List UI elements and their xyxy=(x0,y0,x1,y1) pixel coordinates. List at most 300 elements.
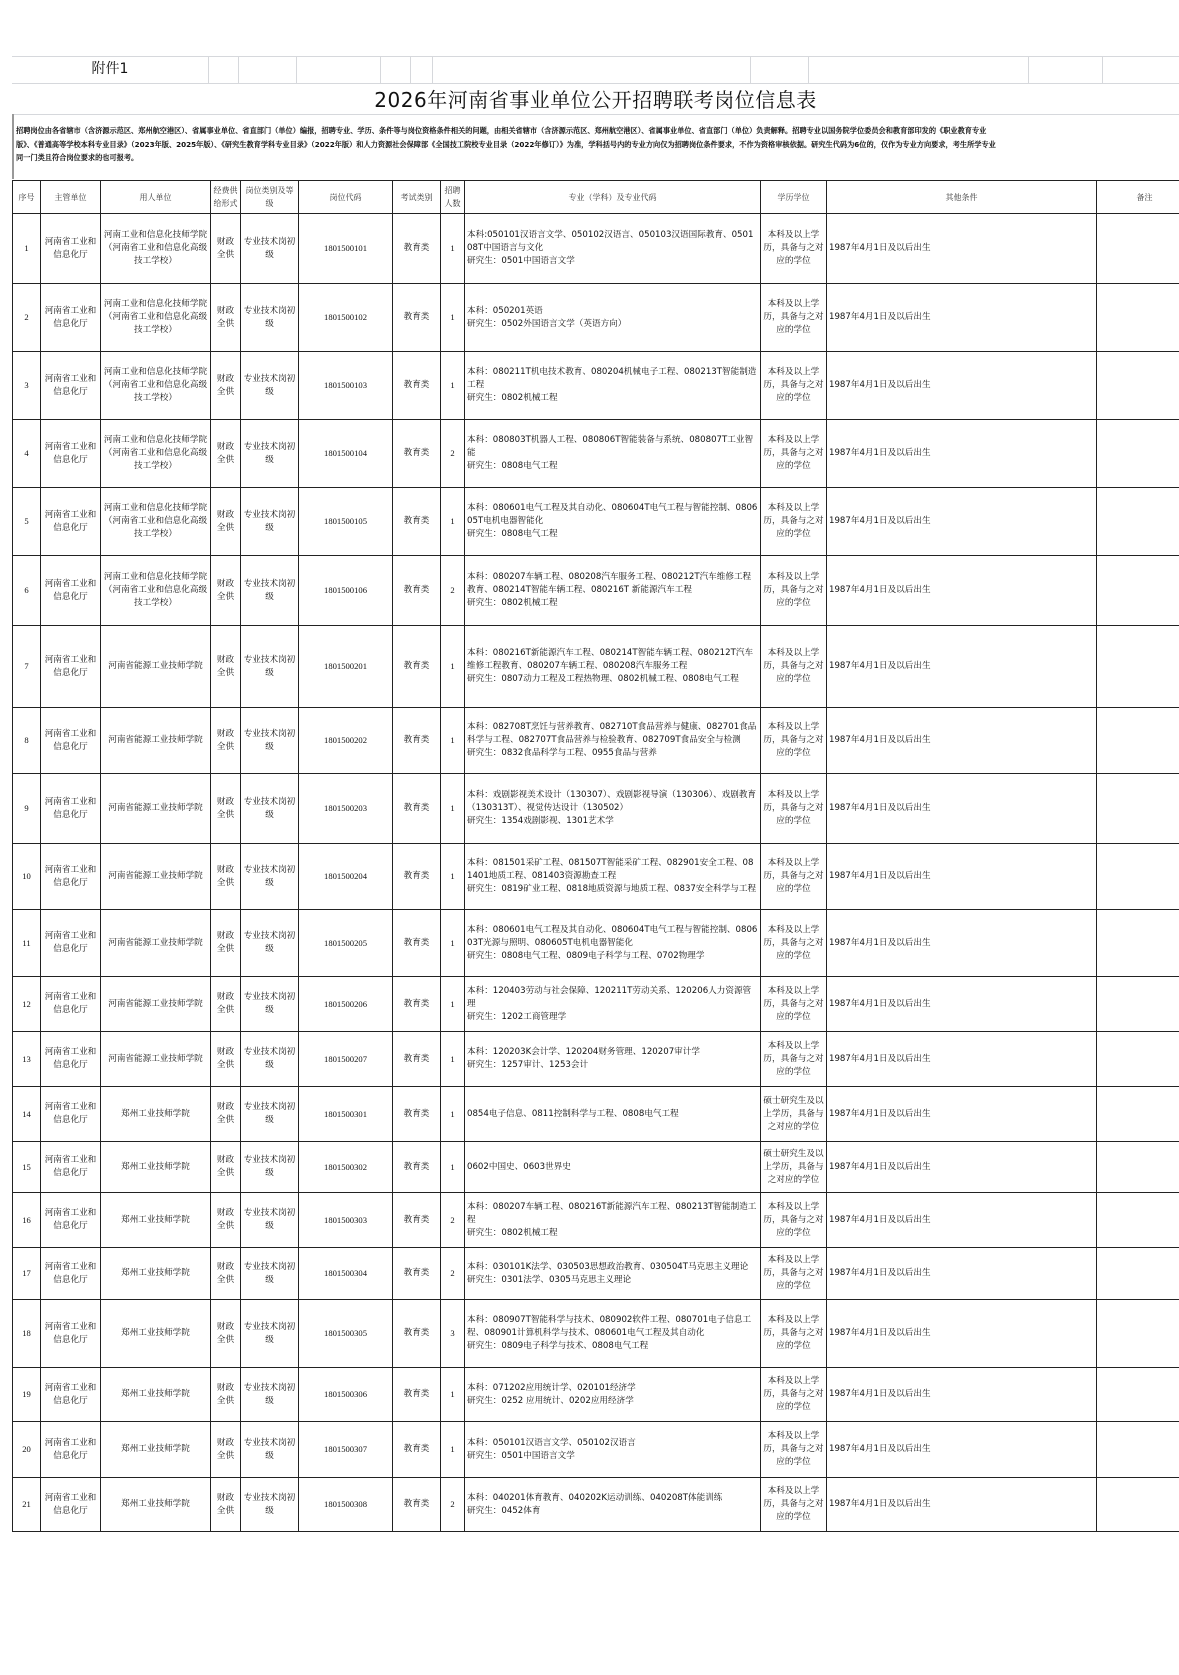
row-remark xyxy=(1097,774,1179,844)
row-seq: 1 xyxy=(13,214,41,284)
row-major xyxy=(465,1032,761,1087)
major-line: 研究生：0809电子科学与技术、0808电气工程 xyxy=(467,1341,649,1351)
row-major xyxy=(465,1142,761,1193)
row-education: 硕士研究生及以上学历，具备与之对应的学位 xyxy=(761,1142,827,1193)
row-post-type: 专业技术岗初级 xyxy=(241,1478,299,1532)
row-remark xyxy=(1097,352,1179,420)
row-seq: 3 xyxy=(13,352,41,420)
notice-line: 招聘岗位由各省辖市（含济源示范区、郑州航空港区）、省属事业单位、省直部门（单位）编报，招聘专业、学历、条件等与岗位资格条件相关的问题，由相关省辖市（含济源示范区、郑州航空港区）、省属事业单位、省直部门（单位）负责解释。招聘专业以国务院学位委员会和教育部印发的《职业教育专业 xyxy=(16,126,987,135)
row-dept: 河南省工业和信息化厅 xyxy=(41,488,101,556)
row-major xyxy=(465,420,761,488)
row-education: 本科及以上学历，具备与之对应的学位 xyxy=(761,556,827,626)
row-post-type: 专业技术岗初级 xyxy=(241,1368,299,1422)
major-line: 本科：戏剧影视美术设计（130307）、戏剧影视导演（130306）、戏剧教育（130313T）、视觉传达设计（130502） xyxy=(467,790,757,813)
row-seq: 12 xyxy=(13,977,41,1032)
col-dept: 主管单位 xyxy=(41,181,101,214)
row-exam-type: 教育类 xyxy=(393,844,441,910)
row-post-code: 1801500106 xyxy=(299,556,393,626)
row-post-type: 专业技术岗初级 xyxy=(241,844,299,910)
major-line: 本科：050201英语 xyxy=(467,305,543,316)
row-remark xyxy=(1097,1248,1179,1300)
row-employer: 河南省能源工业技师学院 xyxy=(101,844,211,910)
table-row xyxy=(13,556,1179,626)
row-dept: 河南省工业和信息化厅 xyxy=(41,708,101,774)
row-employer: 河南省能源工业技师学院 xyxy=(101,910,211,977)
row-major xyxy=(465,1422,761,1478)
row-headcount: 2 xyxy=(441,1248,465,1300)
row-headcount: 2 xyxy=(441,420,465,488)
table-row xyxy=(13,420,1179,488)
row-dept: 河南省工业和信息化厅 xyxy=(41,1142,101,1193)
row-post-type: 专业技术岗初级 xyxy=(241,214,299,284)
major-line: 本科：050101汉语言文学、050102汉语言 xyxy=(467,1437,636,1448)
row-exam-type: 教育类 xyxy=(393,214,441,284)
row-other: 1987年4月1日及以后出生 xyxy=(827,977,1097,1032)
row-headcount: 1 xyxy=(441,910,465,977)
major-line: 研究生：0802机械工程 xyxy=(467,1227,558,1238)
row-remark xyxy=(1097,284,1179,352)
row-education: 本科及以上学历，具备与之对应的学位 xyxy=(761,352,827,420)
row-dept: 河南省工业和信息化厅 xyxy=(41,1248,101,1300)
row-education: 本科及以上学历，具备与之对应的学位 xyxy=(761,708,827,774)
row-remark xyxy=(1097,1087,1179,1142)
row-exam-type: 教育类 xyxy=(393,1032,441,1087)
row-post-code: 1801500304 xyxy=(299,1248,393,1300)
table-row xyxy=(13,1087,1179,1142)
row-exam-type: 教育类 xyxy=(393,1142,441,1193)
row-post-type: 专业技术岗初级 xyxy=(241,1032,299,1087)
major-line: 本科：080803T机器人工程、080806T智能装备与系统、080807T工业智能 xyxy=(467,435,754,458)
row-post-type: 专业技术岗初级 xyxy=(241,626,299,708)
row-dept: 河南省工业和信息化厅 xyxy=(41,284,101,352)
row-headcount: 1 xyxy=(441,284,465,352)
row-post-type: 专业技术岗初级 xyxy=(241,284,299,352)
row-post-type: 专业技术岗初级 xyxy=(241,1193,299,1248)
col-employer: 用人单位 xyxy=(101,181,211,214)
row-headcount: 1 xyxy=(441,1422,465,1478)
major-line: 本科：082708T烹饪与营养教育、082710T食品营养与健康、082701食品科学与工程、082707T食品营养与检验教育、082709T食品安全与检测 xyxy=(467,722,757,745)
row-post-code: 1801500207 xyxy=(299,1032,393,1087)
col-funding: 经费供给形式 xyxy=(211,181,241,214)
row-major xyxy=(465,1087,761,1142)
row-remark xyxy=(1097,1422,1179,1478)
row-remark xyxy=(1097,214,1179,284)
table-row xyxy=(13,774,1179,844)
row-funding: 财政全供 xyxy=(211,284,241,352)
row-post-code: 1801500105 xyxy=(299,488,393,556)
row-major xyxy=(465,1368,761,1422)
row-post-code: 1801500205 xyxy=(299,910,393,977)
row-major xyxy=(465,626,761,708)
table-row xyxy=(13,708,1179,774)
col-post-code: 岗位代码 xyxy=(299,181,393,214)
row-remark xyxy=(1097,556,1179,626)
row-major xyxy=(465,556,761,626)
major-line: 研究生：0808电气工程、0809电子科学与工程、0702物理学 xyxy=(467,950,705,961)
row-remark xyxy=(1097,488,1179,556)
row-other: 1987年4月1日及以后出生 xyxy=(827,488,1097,556)
row-other: 1987年4月1日及以后出生 xyxy=(827,1300,1097,1368)
row-employer: 郑州工业技师学院 xyxy=(101,1193,211,1248)
row-remark xyxy=(1097,420,1179,488)
col-remark: 备注 xyxy=(1097,181,1179,214)
row-major xyxy=(465,1478,761,1532)
major-line: 研究生：0301法学、0305马克思主义理论 xyxy=(467,1274,632,1285)
row-exam-type: 教育类 xyxy=(393,977,441,1032)
row-funding: 财政全供 xyxy=(211,1248,241,1300)
row-education: 本科及以上学历，具备与之对应的学位 xyxy=(761,488,827,556)
table-row xyxy=(13,284,1179,352)
row-funding: 财政全供 xyxy=(211,844,241,910)
row-employer: 河南省能源工业技师学院 xyxy=(101,626,211,708)
row-dept: 河南省工业和信息化厅 xyxy=(41,352,101,420)
major-line: 本科：030101K法学、030503思想政治教育、030504T马克思主义理论 xyxy=(467,1261,749,1272)
row-major xyxy=(465,774,761,844)
row-post-code: 1801500308 xyxy=(299,1478,393,1532)
table-row xyxy=(13,910,1179,977)
major-line: 本科：120203K会计学、120204财务管理、120207审计学 xyxy=(467,1047,700,1057)
row-funding: 财政全供 xyxy=(211,1087,241,1142)
row-dept: 河南省工业和信息化厅 xyxy=(41,1368,101,1422)
row-employer: 河南工业和信息化技师学院（河南省工业和信息化高级技工学校） xyxy=(101,214,211,284)
notice-text xyxy=(12,114,1179,179)
row-seq: 15 xyxy=(13,1142,41,1193)
row-post-type: 专业技术岗初级 xyxy=(241,352,299,420)
row-post-code: 1801500204 xyxy=(299,844,393,910)
major-line: 本科：080207车辆工程、080216T新能源汽车工程、080213T智能制造工程 xyxy=(467,1201,757,1225)
major-line: 本科：080211T机电技术教育、080204机械电子工程、080213T智能制造工程 xyxy=(467,367,757,390)
row-major xyxy=(465,352,761,420)
row-exam-type: 教育类 xyxy=(393,420,441,488)
row-education: 本科及以上学历，具备与之对应的学位 xyxy=(761,1300,827,1368)
row-post-code: 1801500302 xyxy=(299,1142,393,1193)
row-dept: 河南省工业和信息化厅 xyxy=(41,214,101,284)
row-exam-type: 教育类 xyxy=(393,1193,441,1248)
table-row xyxy=(13,844,1179,910)
row-headcount: 1 xyxy=(441,214,465,284)
row-post-type: 专业技术岗初级 xyxy=(241,1248,299,1300)
row-post-type: 专业技术岗初级 xyxy=(241,420,299,488)
row-headcount: 1 xyxy=(441,977,465,1032)
row-exam-type: 教育类 xyxy=(393,556,441,626)
row-dept: 河南省工业和信息化厅 xyxy=(41,1422,101,1478)
row-exam-type: 教育类 xyxy=(393,708,441,774)
row-employer: 郑州工业技师学院 xyxy=(101,1142,211,1193)
row-education: 本科及以上学历，具备与之对应的学位 xyxy=(761,1422,827,1478)
row-employer: 郑州工业技师学院 xyxy=(101,1368,211,1422)
row-seq: 10 xyxy=(13,844,41,910)
row-post-code: 1801500201 xyxy=(299,626,393,708)
row-funding: 财政全供 xyxy=(211,708,241,774)
row-education: 本科及以上学历，具备与之对应的学位 xyxy=(761,774,827,844)
row-education: 本科及以上学历，具备与之对应的学位 xyxy=(761,1478,827,1532)
row-post-code: 1801500301 xyxy=(299,1087,393,1142)
row-other: 1987年4月1日及以后出生 xyxy=(827,626,1097,708)
row-funding: 财政全供 xyxy=(211,1142,241,1193)
attachment-label: 附件1 xyxy=(91,61,129,77)
row-dept: 河南省工业和信息化厅 xyxy=(41,844,101,910)
major-line: 本科：120403劳动与社会保障、120211T劳动关系、120206人力资源管理 xyxy=(467,985,752,1009)
table-row xyxy=(13,626,1179,708)
row-headcount: 1 xyxy=(441,1142,465,1193)
row-education: 本科及以上学历，具备与之对应的学位 xyxy=(761,1368,827,1422)
row-exam-type: 教育类 xyxy=(393,774,441,844)
row-other: 1987年4月1日及以后出生 xyxy=(827,1193,1097,1248)
row-other: 1987年4月1日及以后出生 xyxy=(827,910,1097,977)
row-remark xyxy=(1097,844,1179,910)
row-employer: 河南省能源工业技师学院 xyxy=(101,708,211,774)
row-funding: 财政全供 xyxy=(211,1478,241,1532)
row-employer: 河南工业和信息化技师学院（河南省工业和信息化高级技工学校） xyxy=(101,556,211,626)
row-post-type: 专业技术岗初级 xyxy=(241,708,299,774)
table-row xyxy=(13,214,1179,284)
row-headcount: 1 xyxy=(441,352,465,420)
row-exam-type: 教育类 xyxy=(393,1248,441,1300)
row-exam-type: 教育类 xyxy=(393,284,441,352)
row-headcount: 3 xyxy=(441,1300,465,1368)
row-remark xyxy=(1097,1368,1179,1422)
notice-line: 同一门类且符合岗位要求的也可报考。 xyxy=(16,153,139,162)
table-row xyxy=(13,1032,1179,1087)
major-line: 本科：081501采矿工程、081507T智能采矿工程、082901安全工程、081401地质工程、081403资源勘查工程 xyxy=(467,858,754,881)
row-post-type: 专业技术岗初级 xyxy=(241,1087,299,1142)
row-headcount: 1 xyxy=(441,1368,465,1422)
row-major xyxy=(465,1300,761,1368)
row-other: 1987年4月1日及以后出生 xyxy=(827,352,1097,420)
row-post-code: 1801500303 xyxy=(299,1193,393,1248)
row-seq: 16 xyxy=(13,1193,41,1248)
row-dept: 河南省工业和信息化厅 xyxy=(41,1087,101,1142)
row-post-type: 专业技术岗初级 xyxy=(241,774,299,844)
row-funding: 财政全供 xyxy=(211,1032,241,1087)
row-employer: 郑州工业技师学院 xyxy=(101,1422,211,1478)
major-line: 研究生：0802机械工程 xyxy=(467,598,558,608)
row-seq: 2 xyxy=(13,284,41,352)
row-seq: 5 xyxy=(13,488,41,556)
row-seq: 17 xyxy=(13,1248,41,1300)
row-seq: 6 xyxy=(13,556,41,626)
table-row xyxy=(13,1248,1179,1300)
row-other: 1987年4月1日及以后出生 xyxy=(827,774,1097,844)
row-post-type: 专业技术岗初级 xyxy=(241,1142,299,1193)
row-headcount: 1 xyxy=(441,708,465,774)
row-other: 1987年4月1日及以后出生 xyxy=(827,1248,1097,1300)
major-line: 0854电子信息、0811控制科学与工程、0808电气工程 xyxy=(467,1108,679,1119)
row-major xyxy=(465,1248,761,1300)
row-headcount: 2 xyxy=(441,1478,465,1532)
row-major xyxy=(465,488,761,556)
col-education: 学历学位 xyxy=(761,181,827,214)
major-line: 研究生：0832食品科学与工程、0955食品与营养 xyxy=(467,748,657,758)
row-headcount: 1 xyxy=(441,1087,465,1142)
row-seq: 4 xyxy=(13,420,41,488)
major-line: 研究生：0802机械工程 xyxy=(467,393,558,403)
row-seq: 13 xyxy=(13,1032,41,1087)
row-headcount: 1 xyxy=(441,844,465,910)
major-line: 研究生：0252 应用统计、0202应用经济学 xyxy=(467,1395,634,1406)
row-education: 本科及以上学历，具备与之对应的学位 xyxy=(761,1248,827,1300)
row-remark xyxy=(1097,708,1179,774)
row-exam-type: 教育类 xyxy=(393,910,441,977)
row-seq: 14 xyxy=(13,1087,41,1142)
row-employer: 河南省能源工业技师学院 xyxy=(101,977,211,1032)
row-post-code: 1801500307 xyxy=(299,1422,393,1478)
row-dept: 河南省工业和信息化厅 xyxy=(41,910,101,977)
row-employer: 河南省能源工业技师学院 xyxy=(101,1032,211,1087)
row-exam-type: 教育类 xyxy=(393,1478,441,1532)
row-other: 1987年4月1日及以后出生 xyxy=(827,420,1097,488)
table-row xyxy=(13,977,1179,1032)
row-employer: 河南工业和信息化技师学院（河南省工业和信息化高级技工学校） xyxy=(101,488,211,556)
row-post-type: 专业技术岗初级 xyxy=(241,977,299,1032)
row-dept: 河南省工业和信息化厅 xyxy=(41,1478,101,1532)
row-funding: 财政全供 xyxy=(211,1368,241,1422)
row-other: 1987年4月1日及以后出生 xyxy=(827,1368,1097,1422)
row-funding: 财政全供 xyxy=(211,556,241,626)
row-major xyxy=(465,977,761,1032)
row-dept: 河南省工业和信息化厅 xyxy=(41,977,101,1032)
table-row xyxy=(13,1368,1179,1422)
row-remark xyxy=(1097,1193,1179,1248)
major-line: 研究生：1257审计、1253会计 xyxy=(467,1060,589,1070)
major-line: 研究生：0502外国语言文学（英语方向） xyxy=(467,318,627,329)
row-exam-type: 教育类 xyxy=(393,1368,441,1422)
row-remark xyxy=(1097,1142,1179,1193)
row-education: 本科及以上学历，具备与之对应的学位 xyxy=(761,626,827,708)
major-line: 研究生：0452体育 xyxy=(467,1505,541,1516)
major-line: 研究生：0808电气工程 xyxy=(467,461,558,471)
row-remark xyxy=(1097,910,1179,977)
row-funding: 财政全供 xyxy=(211,626,241,708)
row-employer: 河南工业和信息化技师学院（河南省工业和信息化高级技工学校） xyxy=(101,284,211,352)
row-dept: 河南省工业和信息化厅 xyxy=(41,1032,101,1087)
row-seq: 19 xyxy=(13,1368,41,1422)
row-post-type: 专业技术岗初级 xyxy=(241,1422,299,1478)
row-remark xyxy=(1097,1032,1179,1087)
row-headcount: 1 xyxy=(441,774,465,844)
row-funding: 财政全供 xyxy=(211,774,241,844)
row-other: 1987年4月1日及以后出生 xyxy=(827,1142,1097,1193)
major-line: 本科：080207车辆工程、080208汽车服务工程、080212T汽车维修工程教育、080214T智能车辆工程、080216T 新能源汽车工程 xyxy=(467,572,752,595)
row-employer: 郑州工业技师学院 xyxy=(101,1478,211,1532)
row-headcount: 2 xyxy=(441,1193,465,1248)
row-major xyxy=(465,910,761,977)
row-other: 1987年4月1日及以后出生 xyxy=(827,556,1097,626)
row-funding: 财政全供 xyxy=(211,1422,241,1478)
page-title: 2026年河南省事业单位公开招聘联考岗位信息表 xyxy=(374,88,817,112)
row-other: 1987年4月1日及以后出生 xyxy=(827,1032,1097,1087)
row-post-type: 专业技术岗初级 xyxy=(241,910,299,977)
row-seq: 8 xyxy=(13,708,41,774)
row-remark xyxy=(1097,626,1179,708)
row-headcount: 1 xyxy=(441,626,465,708)
row-post-type: 专业技术岗初级 xyxy=(241,488,299,556)
row-exam-type: 教育类 xyxy=(393,1300,441,1368)
row-remark xyxy=(1097,1300,1179,1368)
row-funding: 财政全供 xyxy=(211,977,241,1032)
row-education: 本科及以上学历，具备与之对应的学位 xyxy=(761,284,827,352)
col-seq: 序号 xyxy=(13,181,41,214)
row-post-code: 1801500202 xyxy=(299,708,393,774)
row-funding: 财政全供 xyxy=(211,488,241,556)
row-exam-type: 教育类 xyxy=(393,488,441,556)
row-funding: 财政全供 xyxy=(211,910,241,977)
table-row xyxy=(13,488,1179,556)
row-seq: 18 xyxy=(13,1300,41,1368)
row-other: 1987年4月1日及以后出生 xyxy=(827,1478,1097,1532)
row-seq: 20 xyxy=(13,1422,41,1478)
title-bar xyxy=(12,82,1179,115)
row-employer: 郑州工业技师学院 xyxy=(101,1087,211,1142)
row-education: 本科及以上学历，具备与之对应的学位 xyxy=(761,420,827,488)
row-other: 1987年4月1日及以后出生 xyxy=(827,708,1097,774)
row-employer: 郑州工业技师学院 xyxy=(101,1300,211,1368)
col-headcount: 招聘人数 xyxy=(441,181,465,214)
table-row xyxy=(13,1193,1179,1248)
row-funding: 财政全供 xyxy=(211,1193,241,1248)
row-headcount: 2 xyxy=(441,556,465,626)
row-funding: 财政全供 xyxy=(211,352,241,420)
row-headcount: 1 xyxy=(441,1032,465,1087)
col-major: 专业（学科）及专业代码 xyxy=(465,181,761,214)
row-dept: 河南省工业和信息化厅 xyxy=(41,626,101,708)
col-exam-type: 考试类别 xyxy=(393,181,441,214)
row-education: 硕士研究生及以上学历，具备与之对应的学位 xyxy=(761,1087,827,1142)
table-header xyxy=(13,181,1179,214)
row-post-code: 1801500305 xyxy=(299,1300,393,1368)
row-major xyxy=(465,284,761,352)
major-line: 研究生：0501中国语言文学 xyxy=(467,256,575,266)
row-major xyxy=(465,1193,761,1248)
row-education: 本科及以上学历，具备与之对应的学位 xyxy=(761,844,827,910)
row-employer: 郑州工业技师学院 xyxy=(101,1248,211,1300)
major-line: 本科：080601电气工程及其自动化、080604T电气工程与智能控制、080603T光源与照明、080605T电机电器智能化 xyxy=(467,924,758,948)
row-dept: 河南省工业和信息化厅 xyxy=(41,774,101,844)
row-funding: 财政全供 xyxy=(211,214,241,284)
row-major xyxy=(465,844,761,910)
row-other: 1987年4月1日及以后出生 xyxy=(827,1087,1097,1142)
table-row xyxy=(13,352,1179,420)
row-post-code: 1801500102 xyxy=(299,284,393,352)
table-row xyxy=(13,1300,1179,1368)
row-post-code: 1801500104 xyxy=(299,420,393,488)
row-education: 本科及以上学历，具备与之对应的学位 xyxy=(761,1032,827,1087)
row-education: 本科及以上学历，具备与之对应的学位 xyxy=(761,910,827,977)
table-row xyxy=(13,1142,1179,1193)
row-exam-type: 教育类 xyxy=(393,626,441,708)
major-line: 本科：080601电气工程及其自动化、080604T电气工程与智能控制、080605T电机电器智能化 xyxy=(467,503,758,526)
major-line: 研究生：0807动力工程及工程热物理、0802机械工程、0808电气工程 xyxy=(467,674,739,684)
row-seq: 21 xyxy=(13,1478,41,1532)
row-other: 1987年4月1日及以后出生 xyxy=(827,1422,1097,1478)
row-seq: 7 xyxy=(13,626,41,708)
row-post-type: 专业技术岗初级 xyxy=(241,556,299,626)
row-remark xyxy=(1097,977,1179,1032)
row-dept: 河南省工业和信息化厅 xyxy=(41,420,101,488)
row-employer: 河南工业和信息化技师学院（河南省工业和信息化高级技工学校） xyxy=(101,420,211,488)
row-seq: 9 xyxy=(13,774,41,844)
row-major xyxy=(465,214,761,284)
notice-line: 版》、《普通高等学校本科专业目录》（2023年版、2025年版）、《研究生教育学科专业目录》（2022年版）和人力资源社会保障部《全国技工院校专业目录（2022年修订）》为准，学科括号内的专业方向仅为招聘岗位条件要求，不作为资格审核依据。研究生代码为6位的，仅作为专业方向要求，考生所学专业 xyxy=(16,139,996,149)
row-seq: 11 xyxy=(13,910,41,977)
major-line: 研究生：1202工商管理学 xyxy=(467,1011,567,1022)
major-line: 本科：080216T新能源汽车工程、080214T智能车辆工程、080212T汽车维修工程教育、080207车辆工程、080208汽车服务工程 xyxy=(467,648,754,671)
row-post-code: 1801500306 xyxy=(299,1368,393,1422)
row-employer: 河南省能源工业技师学院 xyxy=(101,774,211,844)
row-dept: 河南省工业和信息化厅 xyxy=(41,1300,101,1368)
row-major xyxy=(465,708,761,774)
major-line: 本科：040201体育教育、040202K运动训练、040208T体能训练 xyxy=(467,1492,723,1503)
